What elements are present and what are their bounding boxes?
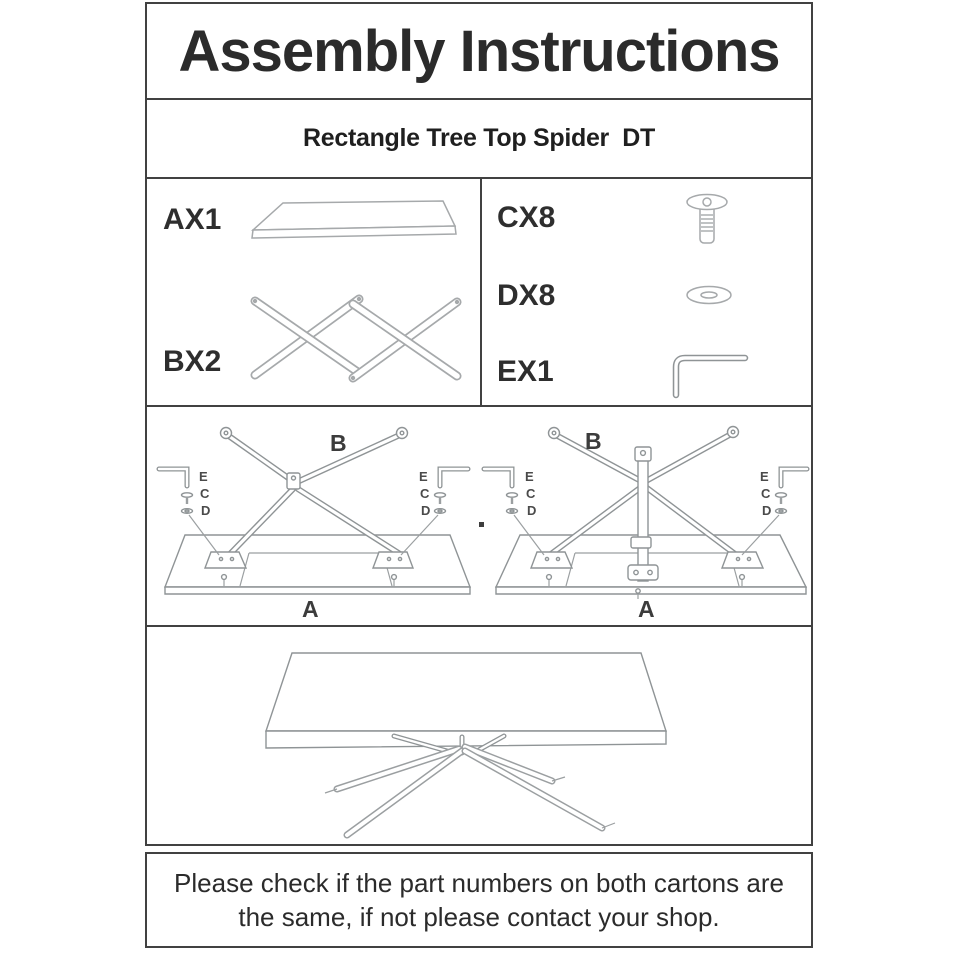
x-frame-1 [253, 297, 361, 375]
label-part-a: A [302, 596, 319, 622]
footer-notice [145, 852, 813, 948]
label-bolt-c: C [420, 486, 430, 501]
label-washer-d: D [527, 503, 537, 518]
label-bolt-c: C [761, 486, 771, 501]
allen-key-icon [668, 351, 750, 399]
label-tool-e: E [199, 469, 208, 484]
step2-callout-left [484, 469, 544, 555]
page-title: Assembly Instructions [178, 18, 780, 84]
label-washer-d: D [421, 503, 431, 518]
subtitle-section [147, 100, 811, 179]
part-code-ex1: EX1 [497, 355, 554, 388]
assembled-spider-base [325, 736, 615, 835]
assembled-table-drawing [147, 627, 811, 844]
instruction-sheet [145, 2, 813, 846]
bolt-icon [685, 193, 729, 255]
label-bolt-c: C [526, 486, 536, 501]
part-code-dx8: DX8 [497, 279, 556, 312]
label-tool-e: E [419, 469, 428, 484]
label-part-b: B [330, 430, 347, 456]
step2-center-post [628, 447, 658, 599]
washer-icon [684, 284, 734, 307]
parts-cell-left [147, 179, 482, 405]
step1-diagram [147, 407, 480, 627]
table-top-icon [247, 199, 459, 249]
part-code-cx8: CX8 [497, 201, 556, 234]
assembled-view-section [147, 627, 811, 844]
label-part-a: A [638, 596, 655, 622]
title-section [147, 4, 811, 100]
part-code-bx2: BX2 [163, 345, 222, 378]
step2-diagram [480, 407, 811, 627]
spider-leg-frames-icon [245, 279, 470, 401]
assembly-steps-section [147, 407, 811, 627]
label-tool-e: E [525, 469, 534, 484]
label-part-b: B [585, 428, 602, 454]
parts-section [147, 179, 811, 407]
part-code-ax1: AX1 [163, 203, 222, 236]
x-frame-2 [351, 300, 459, 380]
parts-cell-right [482, 179, 811, 405]
label-bolt-c: C [200, 486, 210, 501]
separator-dot [479, 522, 484, 527]
label-washer-d: D [201, 503, 211, 518]
product-name: Rectangle Tree Top Spider DT [302, 124, 656, 152]
label-washer-d: D [762, 503, 772, 518]
assembled-tabletop [266, 653, 666, 748]
label-tool-e: E [760, 469, 769, 484]
footer-text: Please check if the part numbers on both cartons are the same, if not please contact your shop. [174, 867, 784, 932]
